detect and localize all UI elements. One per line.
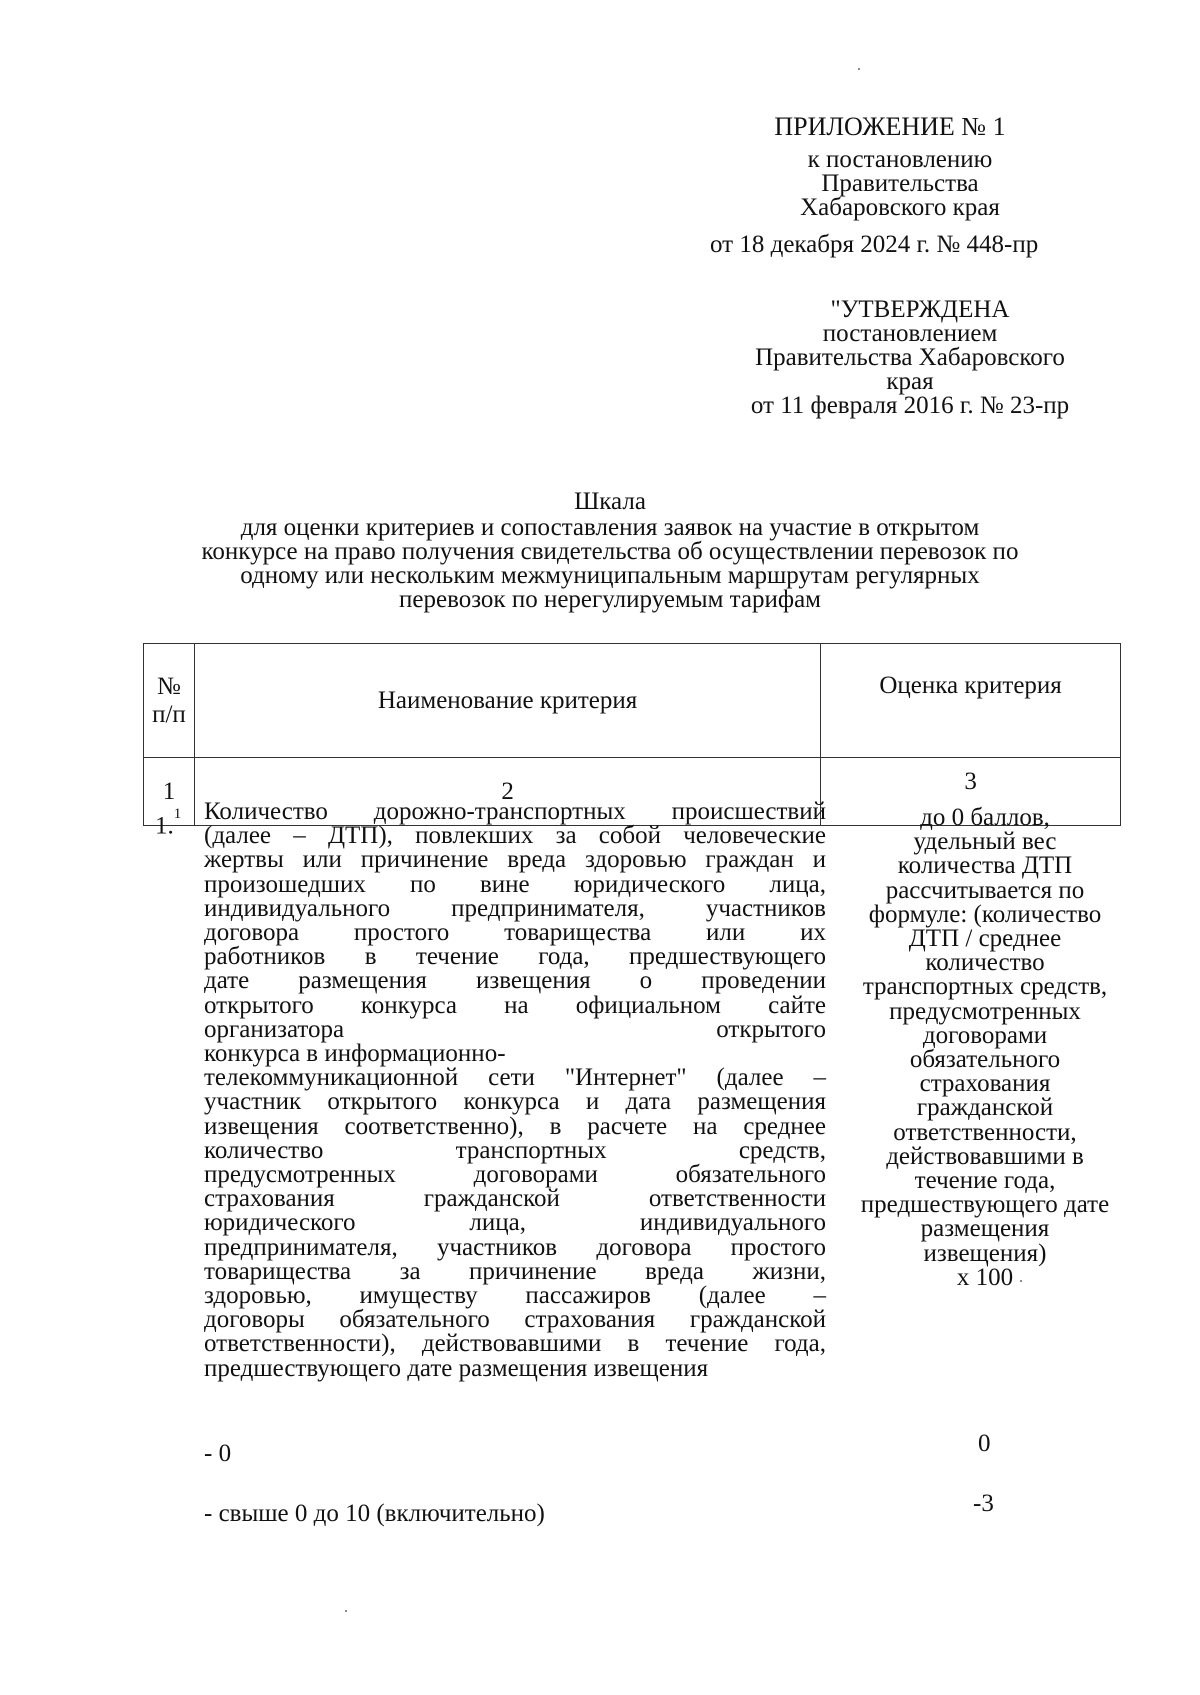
score-line: размещения [920,1215,1050,1243]
appendix-title: ПРИЛОЖЕНИЕ № 1 [774,112,1006,141]
criterion-line: юридического лица, индивидуального [204,1209,826,1237]
score-line: обязательного [909,1046,1061,1074]
score-line: формуле: (количество [868,900,1102,928]
criterion-line: договора простого товарищества или их [204,919,826,947]
criterion-line: жертвы или причинение вреда здоровью граждан и [204,846,826,874]
header-score: Оценка критерия [821,644,1121,758]
score-line: х 100 [956,1263,1014,1291]
score-line: транспортных средств, [862,973,1108,1001]
score-line: рассчитывается по [885,876,1085,904]
score-line: предшествующего дате [860,1191,1110,1219]
appendix-date: от 18 декабря 2024 г. № 448-пр [710,231,1039,258]
criterion-number-sup: 1 [173,806,182,822]
score-line: договорами [922,1021,1048,1049]
criterion-line: конкурса в информационно- [204,1040,506,1068]
criterion-score [840,806,1130,1290]
score-line: количества ДТП [897,852,1073,880]
approved-line1: "УТВЕРЖДЕНА [830,296,1010,323]
appendix-line1: к постановлению [807,146,993,173]
title-line: одному или нескольким межмуниципальным маршрутам регулярных [240,562,980,589]
title-line: для оценки критериев и сопоставления заявок на участие в открытом [240,514,980,541]
scan-speck [345,1610,347,1612]
title-heading: Шкала [574,488,646,515]
sub-item-label: - свыше 0 до 10 (включительно) [204,1500,545,1527]
appendix-line2: Правительства [821,170,979,197]
col-number-1: 1 [144,758,195,826]
criterion-line: (далее – ДТП), повлекших за собой человеческие [204,822,826,850]
criterion-line: предусмотренных договорами обязательного [204,1161,826,1189]
criterion-line: произошедших по вине юридического лица, [204,870,826,898]
header-num-text: № п/п [152,672,186,728]
criterion-line: организатора открытого [204,1015,826,1043]
score-line: действовавшими в [886,1142,1084,1170]
appendix-block [720,112,1060,142]
criterion-line: участник открытого конкурса и дата размещения [204,1088,826,1116]
document-title [150,490,1070,612]
header-name: Наименование критерия [194,644,820,758]
criterion-line: Количество дорожно-транспортных происшествий [204,798,826,825]
score-line: течение года, [914,1167,1056,1195]
approved-line3: Правительства Хабаровского [755,344,1065,371]
criterion-line: предпринимателя, участников договора простого [204,1233,826,1261]
score-line: количество [925,949,1045,977]
criterion-number-text: 1. [155,812,174,840]
table-header-row [144,644,1121,758]
criterion-line: открытого конкурса на официальном сайте [204,991,826,1019]
criterion-description [204,800,826,1381]
criterion-number [155,806,182,840]
score-line: удельный вес [913,828,1057,856]
criterion-line: работников в течение года, предшествующего [204,943,826,971]
score-line: предусмотренных [889,997,1081,1025]
criterion-line: индивидуального предпринимателя, участников [204,894,826,922]
criterion-line: страхования гражданской ответственности [204,1185,826,1213]
approved-line2: постановлением [822,320,998,347]
title-line: конкурсе на право получения свидетельства об осуществлении перевозок по [201,538,1019,565]
appendix-lines [760,148,1040,220]
score-line: гражданской [916,1094,1054,1122]
score-line: ответственности, [893,1118,1077,1146]
criterion-line: дате размещения извещения о проведении [204,967,826,995]
score-line: до 0 баллов, [920,804,1050,831]
col-number-2: 2 [194,758,820,826]
criterion-line: товарищества за причинение вреда жизни, [204,1257,826,1285]
criterion-line: телекоммуникационной сети "Интернет" (далее – [204,1064,826,1092]
criterion-line: извещения соответственно), в расчете на среднее [204,1112,826,1140]
sub-item-label: - 0 [204,1440,232,1467]
title-line: перевозок по нерегулируемым тарифам [399,586,821,613]
criterion-line: ответственности), действовавшими в течение года, [204,1330,826,1358]
criterion-line: здоровью, имуществу пассажиров (далее – [204,1282,826,1310]
approved-line4: края [886,368,934,395]
scan-speck [1020,1280,1022,1282]
score-line: ДТП / среднее [908,925,1062,953]
sub-item-score: 0 [978,1430,991,1457]
col-number-3: 3 [821,758,1121,826]
score-line: страхования [919,1070,1051,1098]
criterion-line: количество транспортных средств, [204,1136,826,1164]
criterion-line: договоры обязательного страхования гражданской [204,1306,826,1334]
approved-block [720,298,1100,418]
header-num [144,644,195,758]
sub-item-score: -3 [973,1490,994,1517]
appendix-line3: Хабаровского края [800,194,1000,221]
approved-date: от 11 февраля 2016 г. № 23-пр [750,392,1070,419]
criterion-line: предшествующего дате размещения извещения [204,1354,709,1382]
score-line: извещения) [923,1239,1047,1267]
scan-speck [858,68,860,70]
